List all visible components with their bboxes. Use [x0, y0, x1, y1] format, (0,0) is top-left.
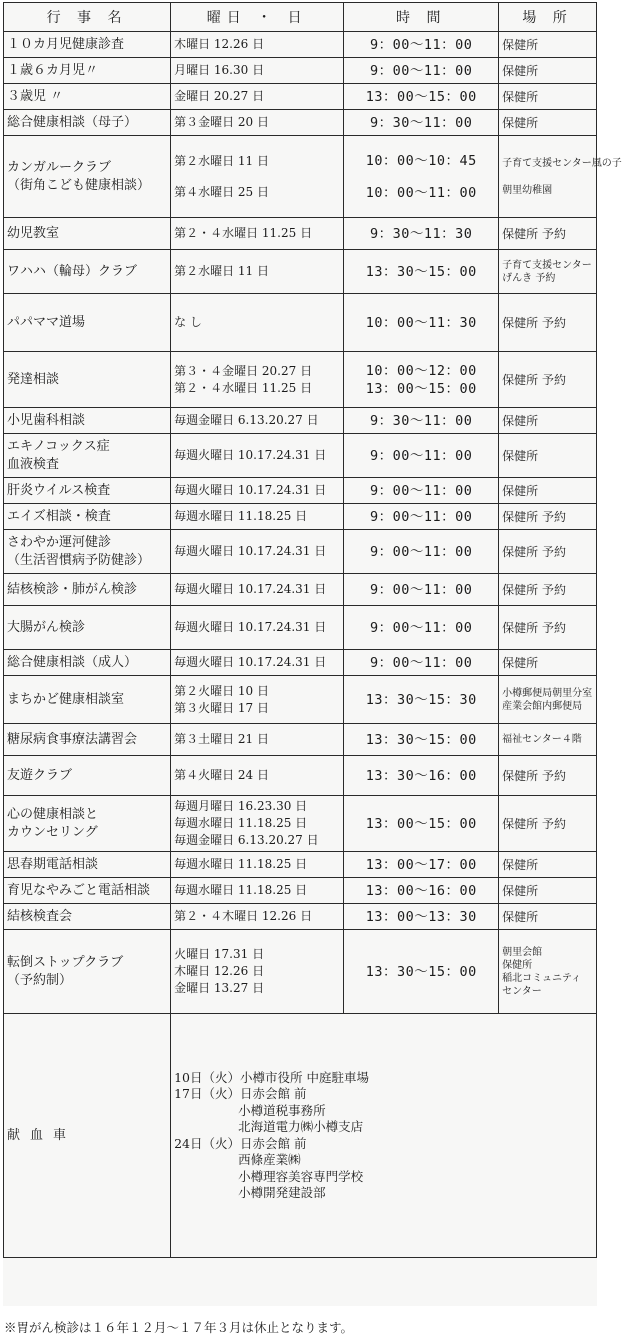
- time-cell: [344, 294, 499, 352]
- event-cell: [4, 32, 171, 58]
- day-line: 第２・４木曜日 12.26 日: [174, 909, 313, 923]
- table-row: [4, 136, 597, 218]
- event-cell: [4, 408, 171, 434]
- day-line: 毎週火曜日 10.17.24.31 日: [174, 448, 327, 462]
- place-line: 保健所: [502, 413, 539, 428]
- event-line: １歳６カ月児〃: [7, 62, 99, 78]
- place-line: 稲北コミュニティ: [502, 972, 582, 984]
- table-row: [4, 676, 597, 724]
- day-cell: [171, 408, 344, 434]
- table-row: [4, 434, 597, 478]
- table-row: [4, 796, 597, 852]
- day-line: 火曜日 17.31 日: [174, 947, 265, 961]
- place-line: センター: [502, 985, 542, 997]
- time-cell: [344, 32, 499, 58]
- time-line: 9：00～11：00: [370, 36, 473, 53]
- event-line: エキノコックス症: [7, 438, 110, 454]
- place-cell: [499, 136, 622, 218]
- event-line: 転倒ストップクラブ: [7, 954, 124, 970]
- day-line: 第４水曜日 25 日: [174, 184, 269, 199]
- day-cell: [171, 32, 344, 58]
- place-line: 産業会館内郵便局: [502, 700, 583, 712]
- place-line: 保健所 予約: [502, 315, 566, 330]
- day-cell: [171, 434, 344, 478]
- day-line: 第２・４水曜日 11.25 日: [174, 226, 313, 240]
- time-cell: [344, 878, 499, 904]
- day-cell: [171, 504, 344, 530]
- place-cell: [499, 110, 597, 136]
- table-row: [4, 408, 597, 434]
- event-cell: [4, 352, 171, 408]
- time-line: 13：30～16：00: [365, 767, 477, 784]
- time-cell: [344, 904, 499, 930]
- place-cell: [499, 32, 597, 58]
- day-line: 毎週火曜日 10.17.24.31 日: [174, 582, 327, 596]
- event-line: 肝炎ウイルス検査: [7, 482, 111, 498]
- time-line: 13：30～15：00: [365, 263, 477, 280]
- event-cell: [4, 852, 171, 878]
- place-line: 朝里幼稚園: [502, 184, 553, 196]
- day-line: 第３火曜日 17 日: [174, 700, 269, 715]
- place-line: 子育て支援センター: [502, 259, 592, 271]
- event-line: 総合健康相談（成人）: [7, 654, 138, 670]
- time-cell: [344, 218, 499, 250]
- time-cell: [344, 574, 499, 606]
- table-row: [4, 852, 597, 878]
- event-cell: [4, 218, 171, 250]
- day-line: 第３・４金曜日 20.27 日: [174, 363, 313, 378]
- time-line: 9：00～11：00: [370, 482, 473, 499]
- time-line: 9：00～11：00: [370, 447, 473, 464]
- table-row: [4, 650, 597, 676]
- time-cell: [344, 676, 499, 724]
- blood-line: 10日（火）小樽市役所 中庭駐車場: [174, 1069, 369, 1085]
- place-cell: [499, 84, 597, 110]
- table-row: [4, 478, 597, 504]
- time-cell: [344, 408, 499, 434]
- day-line: 金曜日 13.27 日: [174, 981, 265, 995]
- time-cell: [344, 650, 499, 676]
- place-line: 子育て支援センター風の子: [502, 157, 622, 169]
- blood-donation-row: [4, 1014, 597, 1258]
- event-cell: [4, 606, 171, 650]
- place-line: 保健所 予約: [502, 509, 566, 524]
- day-cell: [171, 756, 344, 796]
- day-cell: [171, 606, 344, 650]
- time-cell: [344, 724, 499, 756]
- place-cell: [499, 504, 597, 530]
- place-cell: [499, 756, 597, 796]
- day-line: 毎週水曜日 11.18.25 日: [174, 509, 308, 523]
- footnote: ※胃がん検診は１６年１２月～１７年３月は休止となります。: [4, 1320, 354, 1335]
- day-line: 毎週水曜日 11.18.25 日: [174, 883, 308, 897]
- place-line: 保健所: [502, 959, 533, 971]
- place-cell: [499, 408, 597, 434]
- table-row: [4, 32, 597, 58]
- event-cell: [4, 574, 171, 606]
- place-line: 保健所: [502, 89, 539, 104]
- place-cell: [499, 650, 597, 676]
- day-line: 毎週水曜日 11.18.25 日: [174, 857, 308, 871]
- place-line: 保健所: [502, 909, 539, 924]
- place-line: 保健所: [502, 115, 539, 130]
- event-cell: [4, 676, 171, 724]
- time-line: 9：00～11：00: [370, 581, 473, 598]
- day-line: 月曜日 16.30 日: [174, 63, 265, 77]
- table-row: [4, 904, 597, 930]
- event-cell: [4, 504, 171, 530]
- header-time: 時 間: [344, 3, 499, 32]
- day-line: 第３土曜日 21 日: [174, 732, 269, 746]
- table-row: [4, 530, 597, 574]
- table-row: [4, 218, 597, 250]
- event-line: まちかど健康相談室: [7, 691, 125, 707]
- event-line: （街角こども健康相談）: [7, 177, 151, 193]
- time-cell: [344, 352, 499, 408]
- place-line: 保健所: [502, 857, 539, 872]
- blood-line: 北海道電力㈱小樽支店: [238, 1119, 364, 1134]
- place-line: 保健所 予約: [502, 816, 566, 831]
- day-cell: [171, 650, 344, 676]
- time-line: 13：00～15：00: [365, 88, 477, 105]
- time-line: 13：00～13：30: [365, 908, 477, 925]
- place-line: 保健所 予約: [502, 582, 566, 597]
- day-cell: [171, 58, 344, 84]
- place-cell: [499, 676, 597, 724]
- time-line: 9：00～11：00: [370, 619, 473, 636]
- time-line: 9：00～11：00: [370, 543, 473, 560]
- event-line: 血液検査: [7, 456, 60, 472]
- place-line: 保健所 予約: [502, 226, 566, 241]
- header-event: 行 事 名: [4, 3, 171, 32]
- event-cell: [4, 530, 171, 574]
- place-line: 保健所: [502, 63, 539, 78]
- time-cell: [344, 110, 499, 136]
- time-line: 13：00～16：00: [365, 882, 477, 899]
- day-line: 毎週月曜日 16.23.30 日: [174, 799, 308, 813]
- event-cell: [4, 724, 171, 756]
- time-line: 13：00～17：00: [365, 856, 477, 873]
- event-line: さわやか運河健診: [7, 534, 112, 550]
- event-cell: [4, 136, 171, 218]
- day-line: 第３金曜日 20 日: [174, 115, 269, 129]
- day-line: 第２水曜日 11 日: [174, 153, 269, 168]
- time-line: 10：00～11：30: [365, 314, 477, 331]
- event-cell: [4, 58, 171, 84]
- event-cell: [4, 434, 171, 478]
- event-cell: [4, 796, 171, 852]
- event-line: 大腸がん検診: [7, 619, 86, 635]
- day-line: 毎週火曜日 10.17.24.31 日: [174, 483, 327, 497]
- event-line: 心の健康相談と: [7, 806, 99, 822]
- event-cell: [4, 904, 171, 930]
- event-cell: [4, 650, 171, 676]
- event-line: （予約制）: [7, 972, 73, 988]
- place-line: 保健所 予約: [502, 372, 566, 387]
- event-line: （生活習慣病予防健診）: [7, 552, 151, 568]
- day-line: 金曜日 20.27 日: [174, 89, 265, 103]
- event-cell: [4, 110, 171, 136]
- blood-line: 17日（火）日赤会館 前: [174, 1086, 307, 1101]
- time-line: 13：00～15：00: [365, 380, 477, 397]
- day-cell: [171, 352, 344, 408]
- time-cell: [344, 250, 499, 294]
- day-line: 毎週火曜日 10.17.24.31 日: [174, 544, 327, 558]
- event-cell: [4, 478, 171, 504]
- place-line: 朝里会館: [502, 946, 543, 958]
- event-line: パパママ道場: [7, 314, 86, 330]
- place-cell: [499, 574, 597, 606]
- day-line: 木曜日 12.26 日: [174, 964, 265, 978]
- table-row: [4, 574, 597, 606]
- event-cell: [4, 930, 171, 1014]
- event-cell: [4, 250, 171, 294]
- place-cell: [499, 724, 597, 756]
- time-cell: [344, 58, 499, 84]
- day-cell: [171, 136, 344, 218]
- time-line: 13：30～15：30: [365, 691, 477, 708]
- day-cell: [171, 878, 344, 904]
- table-header-row: [4, 3, 597, 32]
- day-line: 毎週火曜日 10.17.24.31 日: [174, 620, 327, 634]
- place-cell: [499, 852, 597, 878]
- place-line: 保健所: [502, 448, 539, 463]
- time-line: 10：00～12：00: [365, 362, 477, 379]
- event-line: カウンセリング: [7, 824, 98, 840]
- table-row: [4, 58, 597, 84]
- blood-line: 24日（火）日赤会館 前: [174, 1135, 307, 1151]
- day-cell: [171, 478, 344, 504]
- day-line: 第４火曜日 24 日: [174, 768, 269, 782]
- place-cell: [499, 478, 597, 504]
- day-cell: [171, 724, 344, 756]
- day-cell: [171, 218, 344, 250]
- place-cell: [499, 218, 597, 250]
- day-cell: [171, 84, 344, 110]
- place-cell: [499, 530, 597, 574]
- day-line: 毎週金曜日 6.13.20.27 日: [174, 833, 319, 847]
- day-cell: [171, 676, 344, 724]
- time-line: 9：00～11：00: [370, 62, 473, 79]
- place-cell: [499, 904, 597, 930]
- place-line: 小樽郵便局朝里分室: [502, 687, 593, 699]
- table-row: [4, 930, 597, 1014]
- time-cell: [344, 796, 499, 852]
- event-cell: [4, 84, 171, 110]
- day-cell: [171, 796, 344, 852]
- time-line: 9：00～11：00: [370, 508, 473, 525]
- event-cell: [4, 756, 171, 796]
- event-line: ３歳児 〃: [7, 88, 64, 104]
- place-cell: [499, 606, 597, 650]
- place-line: 保健所 予約: [502, 768, 566, 783]
- event-line: 友遊クラブ: [7, 767, 73, 783]
- blood-line: 小樽道税事務所: [238, 1102, 326, 1118]
- day-cell: [171, 110, 344, 136]
- table-row: [4, 606, 597, 650]
- event-line: 総合健康相談（母子）: [7, 114, 138, 130]
- day-line: 毎週水曜日 11.18.25 日: [174, 816, 308, 830]
- place-cell: [499, 294, 597, 352]
- day-line: 毎週火曜日 10.17.24.31 日: [174, 655, 327, 669]
- event-line: 幼児教室: [7, 225, 60, 241]
- place-line: 保健所 予約: [502, 544, 566, 559]
- table-row: [4, 250, 597, 294]
- time-cell: [344, 606, 499, 650]
- place-cell: [499, 796, 597, 852]
- place-line: 福祉センター４階: [502, 734, 582, 745]
- blood-event: 献血車: [4, 1014, 171, 1258]
- time-cell: [344, 504, 499, 530]
- place-cell: [499, 878, 597, 904]
- place-line: 保健所 予約: [502, 620, 566, 635]
- time-line: 9：30～11：00: [370, 412, 473, 429]
- day-line: 毎週金曜日 6.13.20.27 日: [174, 413, 319, 427]
- table-row: [4, 756, 597, 796]
- header-day: 曜日 ・ 日: [171, 3, 344, 32]
- table-row: [4, 294, 597, 352]
- place-cell: [499, 250, 597, 294]
- place-line: 保健所: [502, 883, 539, 898]
- day-cell: [171, 852, 344, 878]
- time-line: 13：30～15：00: [365, 731, 477, 748]
- day-cell: [171, 574, 344, 606]
- time-cell: [344, 930, 499, 1014]
- time-line: 10：00～10：45: [365, 152, 477, 169]
- place-line: 保健所: [502, 483, 539, 498]
- day-line: 第２・４水曜日 11.25 日: [174, 380, 313, 395]
- day-cell: [171, 930, 344, 1014]
- day-cell: [171, 294, 344, 352]
- place-cell: [499, 58, 597, 84]
- event-line: エイズ相談・検査: [7, 508, 111, 524]
- event-line: 小児歯科相談: [7, 412, 86, 428]
- table-row: [4, 352, 597, 408]
- place-line: げんき 予約: [502, 272, 556, 284]
- table-row: [4, 110, 597, 136]
- blood-line: 小樽理容美容専門学校: [238, 1168, 364, 1184]
- event-line: 結核検査会: [7, 908, 73, 924]
- event-line: 結核検診・肺がん検診: [7, 581, 138, 597]
- event-line: 発達相談: [7, 371, 60, 387]
- time-line: 9：30～11：30: [370, 225, 473, 242]
- time-line: 10：00～11：00: [365, 184, 477, 201]
- time-cell: [344, 756, 499, 796]
- schedule-table: [3, 2, 622, 1258]
- table-row: [4, 724, 597, 756]
- day-line: な し: [174, 315, 202, 329]
- time-line: 9：30～11：00: [370, 114, 473, 131]
- day-cell: [171, 530, 344, 574]
- place-cell: [499, 930, 597, 1014]
- event-cell: [4, 878, 171, 904]
- blood-schedule: [171, 1014, 597, 1258]
- blood-line: 西條産業㈱: [238, 1152, 301, 1167]
- place-cell: [499, 434, 597, 478]
- event-line: 育児なやみごと電話相談: [7, 882, 151, 898]
- header-place: 場 所: [499, 3, 597, 32]
- time-line: 13：30～15：00: [365, 963, 477, 980]
- place-cell: [499, 352, 597, 408]
- day-line: 第２火曜日 10 日: [174, 683, 269, 698]
- day-cell: [171, 904, 344, 930]
- time-cell: [344, 478, 499, 504]
- event-line: 思春期電話相談: [7, 856, 99, 872]
- event-line: ワハハ（輪母）クラブ: [7, 263, 138, 279]
- time-line: 9：00～11：00: [370, 654, 473, 671]
- table-row: [4, 84, 597, 110]
- time-cell: [344, 136, 499, 218]
- day-line: 第２水曜日 11 日: [174, 264, 269, 278]
- time-line: 13：00～15：00: [365, 815, 477, 832]
- place-line: 保健所: [502, 37, 539, 52]
- time-cell: [344, 852, 499, 878]
- blood-line: 小樽開発建設部: [238, 1185, 326, 1200]
- table-row: [4, 504, 597, 530]
- event-line: １０カ月児健康診査: [7, 36, 125, 52]
- day-cell: [171, 250, 344, 294]
- time-cell: [344, 84, 499, 110]
- time-cell: [344, 434, 499, 478]
- event-line: 糖尿病食事療法講習会: [7, 731, 138, 747]
- day-line: 木曜日 12.26 日: [174, 37, 265, 51]
- event-line: カンガルークラブ: [7, 159, 112, 175]
- time-cell: [344, 530, 499, 574]
- event-cell: [4, 294, 171, 352]
- place-line: 保健所: [502, 655, 539, 670]
- table-row: [4, 878, 597, 904]
